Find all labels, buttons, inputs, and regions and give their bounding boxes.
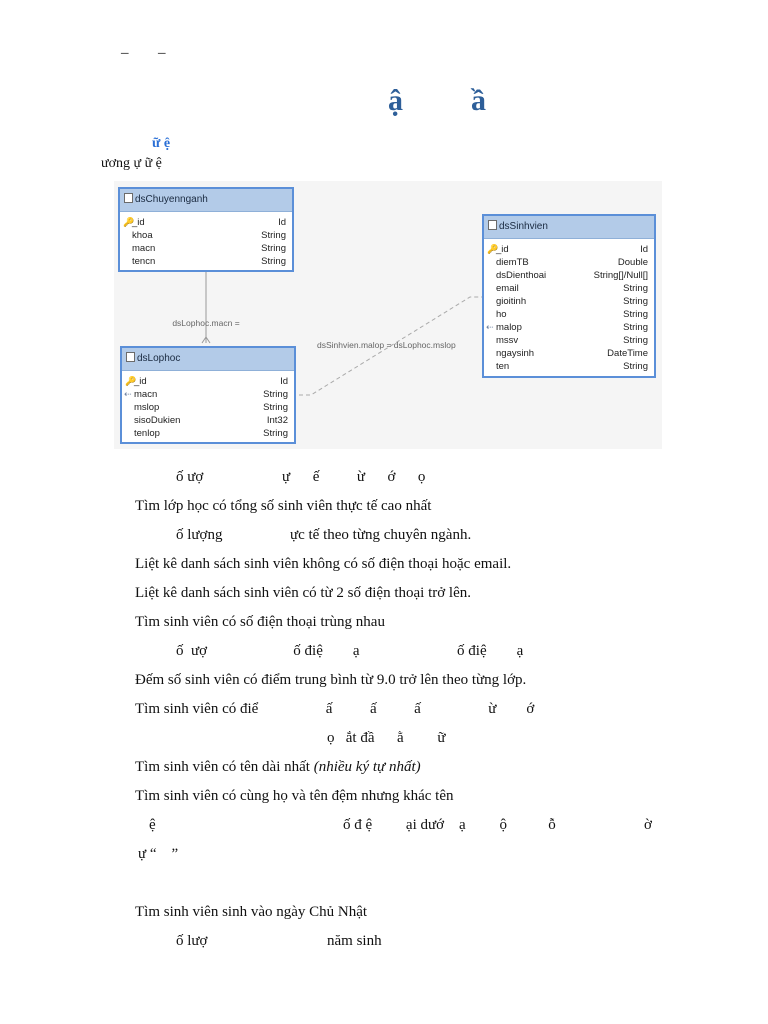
- text-line: Tìm sinh viên có điể ấ ấ ấ ừ ớ: [135, 701, 535, 717]
- collection-icon: [488, 220, 497, 230]
- field-type: String: [623, 309, 648, 320]
- foreign-key-icon: ⇠: [486, 322, 494, 332]
- field-row: [484, 295, 654, 308]
- field-type: Double: [617, 257, 648, 268]
- schema-diagram: [114, 181, 662, 449]
- text-line-normal: Tìm sinh viên có tên dài nhất: [135, 759, 310, 775]
- text-line: Liệt kê danh sách sinh viên có từ 2 số điện thoại trở lên.: [135, 585, 471, 601]
- field-type: String[]/Null[]: [593, 270, 648, 281]
- page-title-part-1: ậ: [388, 84, 403, 117]
- field-name: tenlop: [134, 428, 160, 439]
- entity-dslophoc: [120, 346, 296, 444]
- field-name: _id: [132, 217, 145, 228]
- text-line-fragment: ệ: [149, 817, 156, 833]
- field-row: [484, 308, 654, 321]
- text-line: Tìm sinh viên sinh vào ngày Chủ Nhật: [135, 904, 368, 920]
- field-name: _id: [134, 376, 147, 387]
- field-row: [120, 216, 292, 229]
- field-type: String: [623, 322, 648, 333]
- field-name: sisoDukien: [134, 415, 181, 426]
- field-name: _id: [496, 244, 509, 255]
- field-name: malop: [496, 322, 522, 333]
- text-line-italic: (nhiều ký tự nhất): [313, 759, 421, 775]
- field-type: DateTime: [607, 348, 648, 359]
- field-row: [120, 242, 292, 255]
- field-name: gioitinh: [496, 296, 527, 307]
- field-type: String: [623, 335, 648, 346]
- field-name: ngaysinh: [496, 348, 535, 359]
- field-row: [484, 269, 654, 282]
- text-line: Tìm sinh viên có cùng họ và tên đệm nhưng khác tên: [135, 788, 454, 804]
- entity-dschuyennganh: [118, 187, 294, 272]
- field-name: mssv: [496, 335, 519, 346]
- field-type: Id: [280, 376, 288, 387]
- entity-header: [484, 216, 654, 239]
- field-name: ho: [496, 309, 507, 320]
- field-name: khoa: [132, 230, 153, 241]
- field-type: String: [261, 230, 286, 241]
- section-heading: ữ ệ: [152, 136, 171, 151]
- text-line: ọ ắt đầ ằ ữ: [327, 730, 446, 746]
- section-subheading: ương ự ữ ệ: [101, 156, 162, 171]
- field-row: [122, 388, 294, 401]
- field-row: [484, 282, 654, 295]
- field-row: [484, 347, 654, 360]
- field-row: [120, 229, 292, 242]
- field-type: String: [261, 256, 286, 267]
- field-row: [484, 243, 654, 256]
- text-line: Tìm lớp học có tổng số sinh viên thực tế cao nhất: [135, 498, 432, 514]
- field-type: String: [263, 402, 288, 413]
- text-line: Liệt kê danh sách sinh viên không có số điện thoại hoặc email.: [135, 556, 512, 572]
- primary-key-icon: 🔑: [487, 244, 499, 254]
- foreign-key-icon: ⇠: [124, 389, 132, 399]
- field-name: email: [496, 283, 519, 294]
- field-name: dsDienthoai: [496, 270, 547, 281]
- text-line-fragment: năm sinh: [327, 933, 382, 949]
- header-dash-1: –: [121, 45, 129, 61]
- text-line: ố ượ ự ế ừ ớ ọ: [176, 469, 426, 485]
- field-row: [122, 375, 294, 388]
- text-line-fragment: ố lượ: [176, 933, 208, 949]
- field-row: [120, 255, 292, 268]
- field-row: [484, 334, 654, 347]
- field-row: [484, 321, 654, 334]
- relation-label-line-1: dsLophoc.macn =: [172, 318, 240, 328]
- text-line: Đếm số sinh viên có điểm trung bình từ 9.0 trở lên theo từng lớp.: [135, 672, 527, 688]
- field-type: String: [261, 243, 286, 254]
- entity-title: dsLophoc: [137, 353, 181, 364]
- text-line: ố lượng ực tế theo từng chuyên ngành.: [176, 527, 472, 543]
- field-row: [484, 360, 654, 373]
- field-type: String: [623, 296, 648, 307]
- entity-header: [120, 189, 292, 212]
- field-row: [122, 427, 294, 440]
- collection-icon: [124, 193, 133, 203]
- field-type: Id: [640, 244, 648, 255]
- field-name: macn: [132, 243, 156, 254]
- relation-label-lophoc-sinhvien: dsSinhvien.malop = dsLophoc.mslop: [317, 340, 456, 350]
- field-name: tencn: [132, 256, 156, 267]
- entity-header: [122, 348, 294, 371]
- header-dash-2: –: [158, 45, 166, 61]
- field-name: mslop: [134, 402, 160, 413]
- text-line: ự “ ”: [138, 846, 179, 862]
- field-name: macn: [134, 389, 158, 400]
- text-line: [135, 758, 421, 776]
- text-line: Tìm sinh viên có số điện thoại trùng nhau: [135, 614, 385, 630]
- field-name: ten: [496, 361, 510, 372]
- field-row: [122, 401, 294, 414]
- field-type: String: [623, 283, 648, 294]
- entity-title: dsChuyennganh: [135, 194, 208, 205]
- field-type: Id: [278, 217, 286, 228]
- page-title-part-2: ầ: [471, 84, 486, 117]
- entity-dssinhvien: [482, 214, 656, 378]
- field-type: String: [263, 428, 288, 439]
- primary-key-icon: 🔑: [125, 376, 137, 386]
- field-name: diemTB: [496, 257, 529, 268]
- field-type: String: [623, 361, 648, 372]
- collection-icon: [126, 352, 135, 362]
- field-row: [484, 256, 654, 269]
- field-type: String: [263, 389, 288, 400]
- entity-title: dsSinhvien: [499, 221, 548, 232]
- field-type: Int32: [266, 415, 288, 426]
- text-line: ố ượ ố điệ ạ ố điệ ạ: [176, 643, 524, 659]
- primary-key-icon: 🔑: [123, 217, 135, 227]
- text-line-fragment: ố đ ệ ại dướ ạ ộ ỗ: [343, 817, 556, 833]
- field-row: [122, 414, 294, 427]
- text-line-fragment: ờ: [644, 817, 652, 833]
